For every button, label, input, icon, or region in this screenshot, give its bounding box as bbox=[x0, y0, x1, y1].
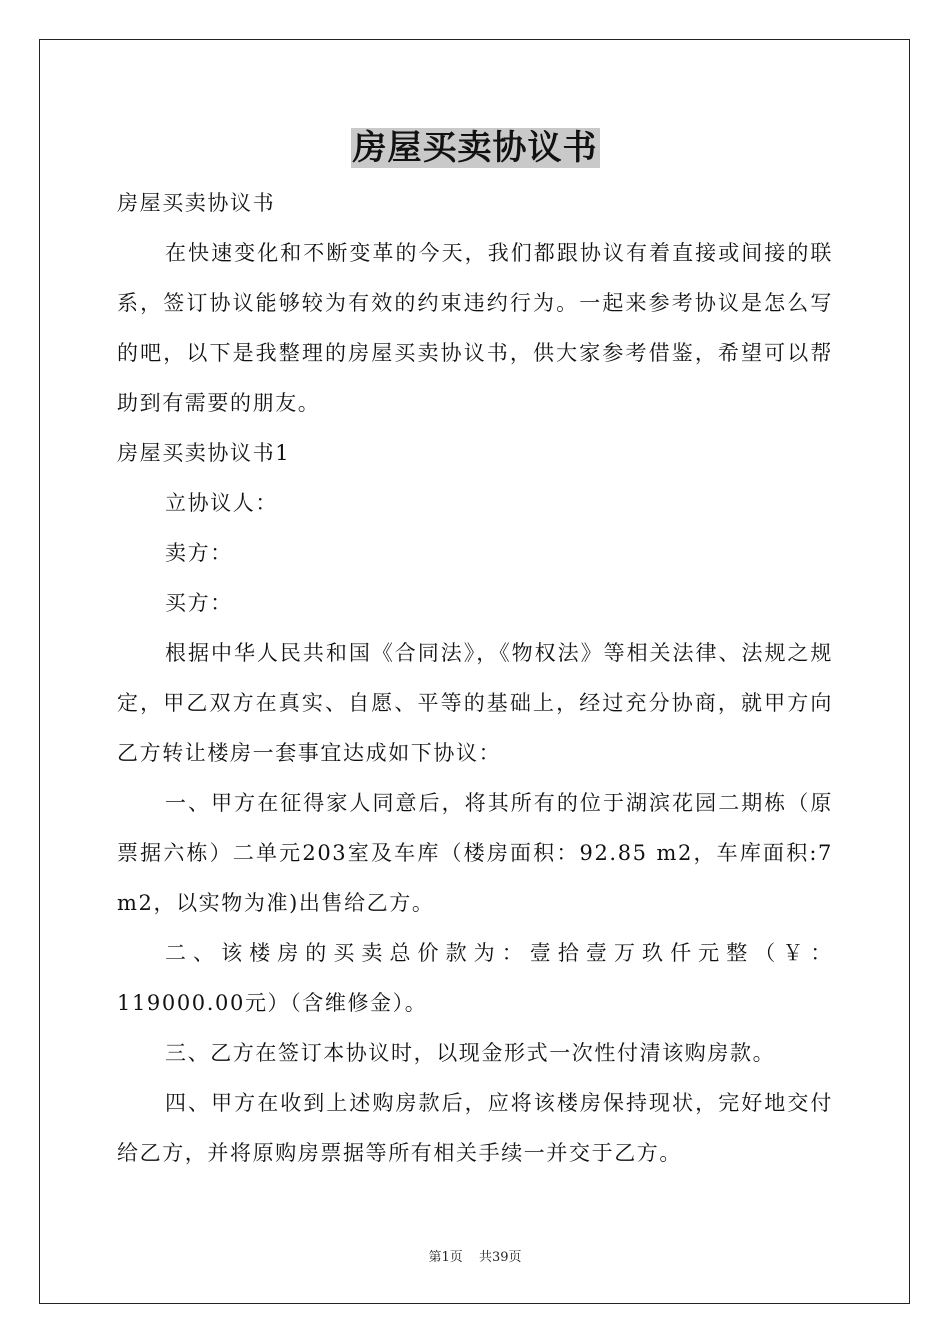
paragraph-basis: 根据中华人民共和国《合同法》，《物权法》等相关法律、法规之规定，甲乙双方在真实、自愿、平等的基础上，经过充分协商，就甲方向乙方转让楼房一套事宜达成如下协议： bbox=[117, 641, 833, 765]
paragraph-clause-2: 二、该楼房的买卖总价款为：壹拾壹万玖仟元整（￥：119000.00元）（含维修金）。 bbox=[117, 941, 833, 1015]
paragraph-parties: 立协议人： bbox=[165, 491, 278, 515]
document-body bbox=[117, 128, 833, 1178]
paragraph-buyer: 买方： bbox=[165, 591, 233, 615]
page-footer bbox=[0, 1246, 950, 1265]
paragraph-clause-3: 三、乙方在签订本协议时，以现金形式一次性付清该购房款。 bbox=[165, 1041, 776, 1065]
paragraph-clause-4: 四、甲方在收到上述购房款后，应将该楼房保持现状，完好地交付给乙方，并将原购房票据等所有相关手续一并交于乙方。 bbox=[117, 1091, 833, 1165]
paragraph-intro: 在快速变化和不断变革的今天，我们都跟协议有着直接或间接的联系，签订协议能够较为有效的约束违约行为。一起来参考协议是怎么写的吧，以下是我整理的房屋买卖协议书，供大家参考借鉴，希望可以帮助到有需要的朋友。 bbox=[117, 241, 833, 415]
paragraph-heading: 房屋买卖协议书 bbox=[117, 191, 276, 215]
paragraph-clause-1: 一、甲方在征得家人同意后，将其所有的位于湖滨花园二期栋（原票据六栋）二单元203室及车库（楼房面积：92.85 m2，车库面积:7 m2，以实物为准)出售给乙方。 bbox=[117, 791, 833, 915]
page-total: 共39页 bbox=[478, 1250, 522, 1265]
page-number: 第1页 bbox=[428, 1250, 463, 1265]
paragraph-section-title: 房屋买卖协议书1 bbox=[117, 441, 291, 465]
title-wrap bbox=[117, 128, 833, 172]
paragraph-seller: 卖方： bbox=[165, 541, 233, 565]
document-title: 房屋买卖协议书 bbox=[352, 128, 598, 168]
